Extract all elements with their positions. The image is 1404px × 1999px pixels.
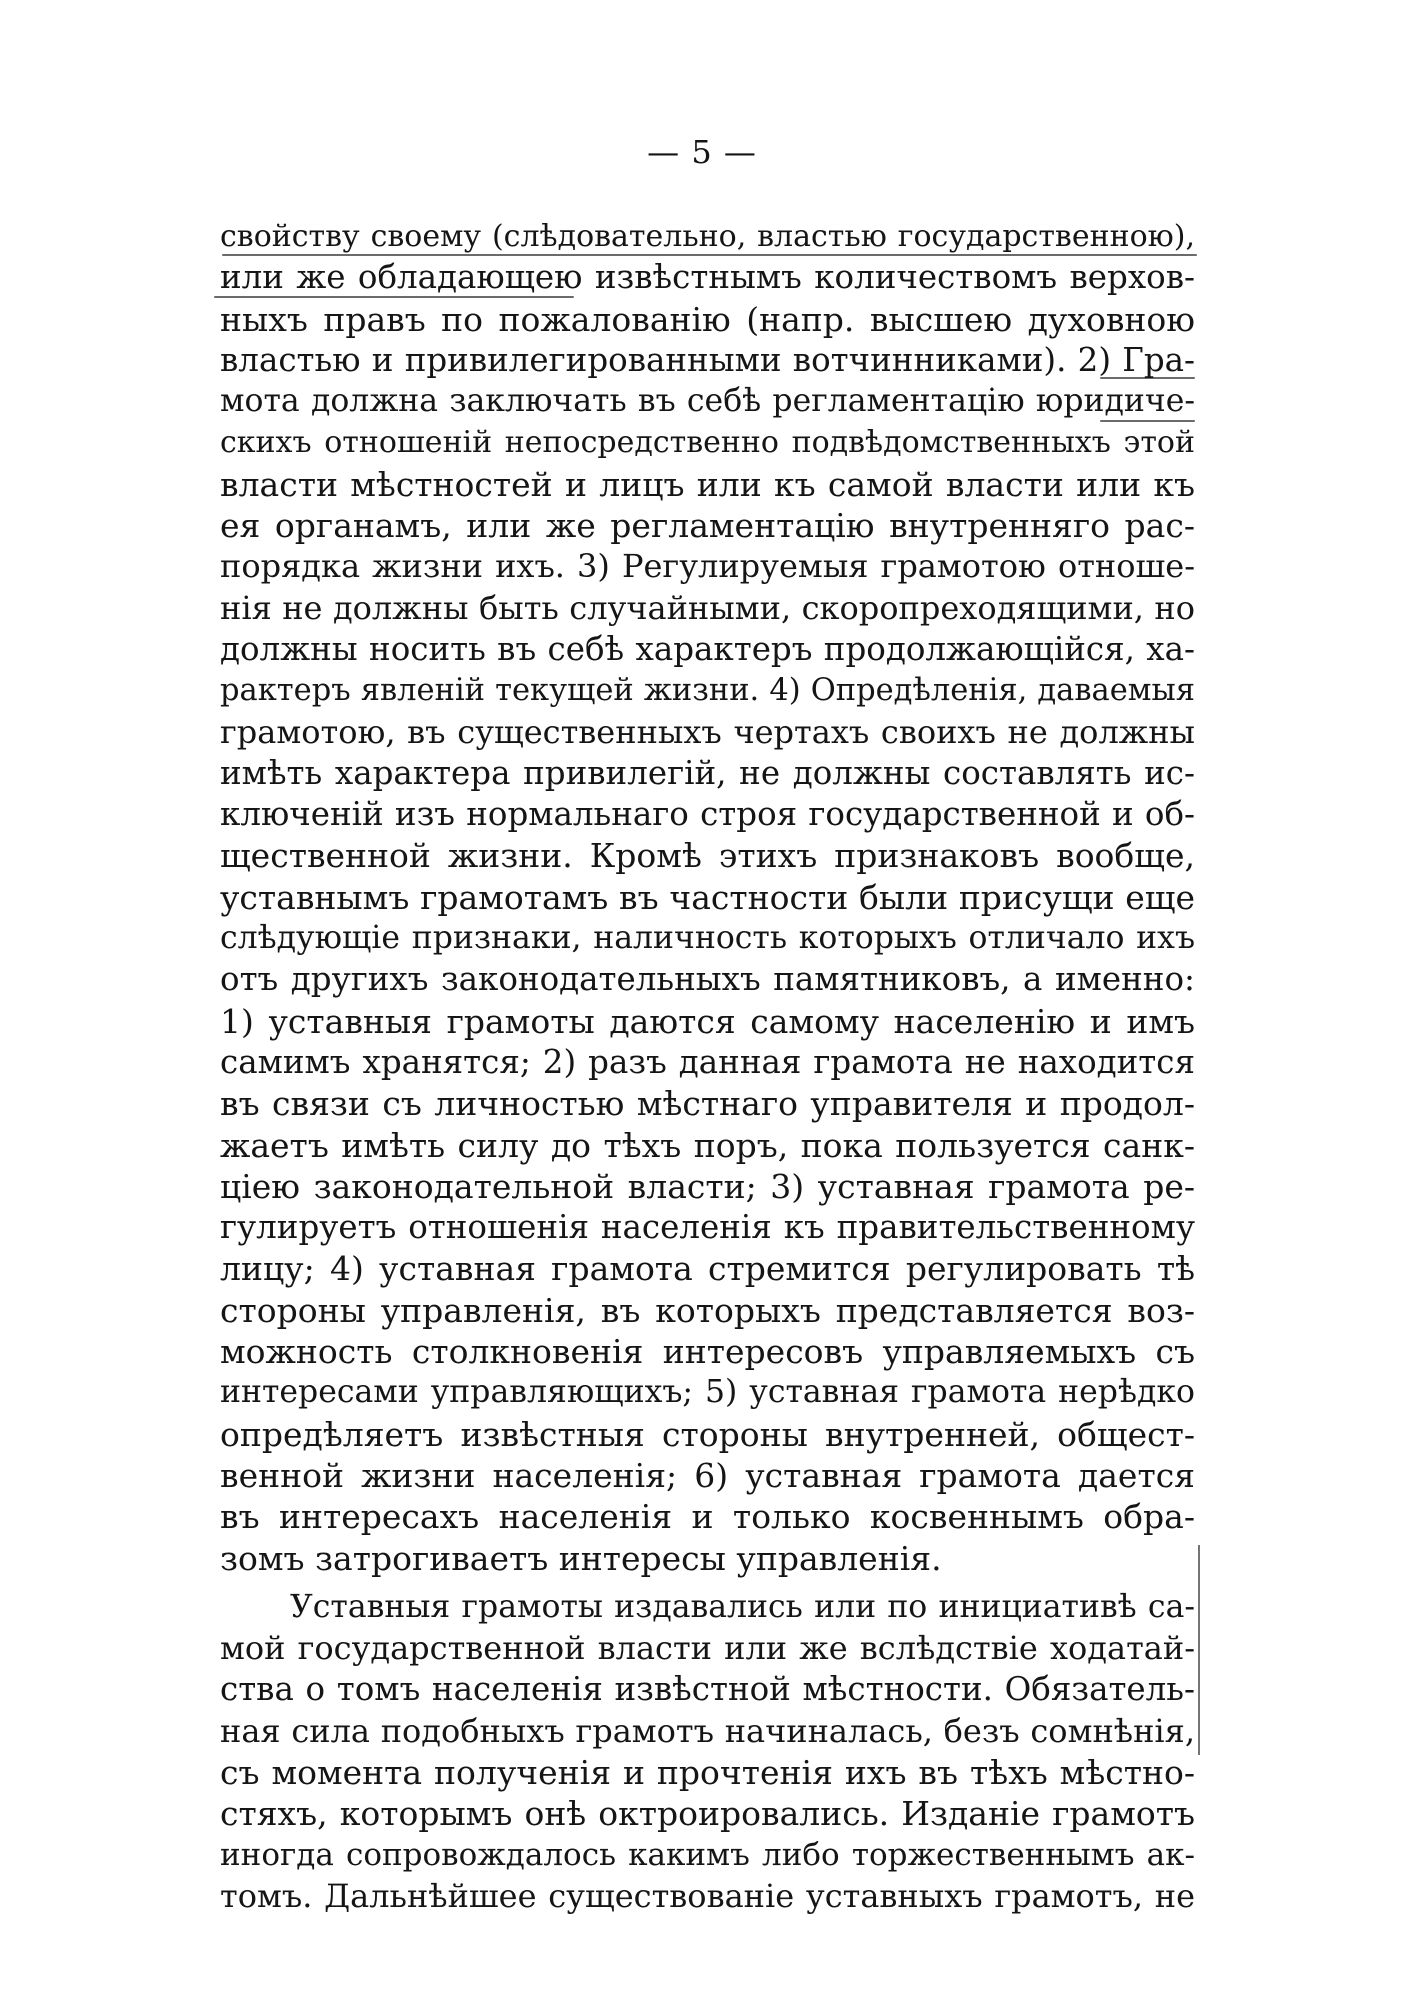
text-line: рактеръ явленій текущей жизни. 4) Опредѣленія, даваемыя — [220, 673, 1195, 709]
page-number: — 5 — — [647, 133, 757, 171]
text-line: иногда сопровождалось какимъ либо торжественнымъ ак- — [220, 1836, 1195, 1873]
text-line: ныхъ правъ по пожалованію (напр. высшею духовною — [220, 299, 1195, 339]
text-line: въ интересахъ населенія и только косвеннымъ обра- — [220, 1497, 1195, 1537]
text-line: можность столкновенія интересовъ управляемыхъ съ — [220, 1332, 1195, 1372]
paragraph-2 — [220, 1587, 1195, 1917]
text-line: уставнымъ грамотамъ въ частности были присущи еще — [220, 877, 1195, 917]
text-line: скихъ отношеній непосредственно подвѣдомственныхъ этой — [220, 425, 1195, 461]
text-line: свойству своему (слѣдовательно, властью государственною), — [220, 219, 1195, 254]
text-line: должны носить въ себѣ характеръ продолжающійся, ха- — [220, 629, 1195, 668]
text-line: стяхъ, которымъ онѣ октроировались. Изданіе грамотъ — [220, 1794, 1195, 1834]
paragraph-1 — [220, 216, 1195, 1579]
text-line: опредѣляетъ извѣстныя стороны внутренней, общест- — [220, 1414, 1195, 1454]
text-line: зомъ затрогиваетъ интересы управленія. — [220, 1538, 942, 1578]
pencil-margin-mark — [1198, 1545, 1200, 1755]
text-line: въ связи съ личностью мѣстнаго управителя и продол- — [220, 1084, 1195, 1124]
text-line: лицу; 4) уставная грамота стремится регулировать тѣ — [220, 1249, 1195, 1289]
text-line: властью и привилегированными вотчинниками). 2) Гра- — [220, 340, 1195, 379]
text-line: мота должна заключать въ себѣ регламентацію юридиче- — [220, 383, 1195, 420]
text-line: власти мѣстностей и лицъ или къ самой власти или къ — [220, 464, 1195, 504]
text-line: гулируетъ отношенія населенія къ правительственному — [220, 1208, 1195, 1247]
text-line: томъ. Дальнѣйшее существованіе уставныхъ грамотъ, не — [220, 1876, 1195, 1915]
text-line: имѣть характера привилегій, не должны составлять ис- — [220, 753, 1195, 792]
text-line: порядка жизни ихъ. 3) Регулируемыя грамотою отноше- — [220, 547, 1195, 586]
text-line: слѣдующіе признаки, наличность которыхъ отличало ихъ — [220, 920, 1195, 957]
text-line: ства о томъ населенія извѣстной мѣстности. Обязатель- — [220, 1670, 1195, 1709]
body-text — [220, 216, 1195, 1917]
text-line: ея органамъ, или же регламентацію внутренняго рас- — [220, 506, 1195, 546]
text-line: Уставныя грамоты издавались или по инициативѣ са- — [290, 1588, 1195, 1625]
text-line: самимъ хранятся; 2) разъ данная грамота не находится — [220, 1042, 1195, 1081]
text-line: мой государственной власти или же вслѣдствіе ходатай- — [220, 1629, 1195, 1668]
text-line: нія не должны быть случайными, скоропреходящими, но — [220, 588, 1195, 627]
paragraph-gap — [220, 1579, 1195, 1587]
text-line: или же обладающею извѣстнымъ количествомъ верхов- — [220, 258, 1195, 297]
text-line: щественной жизни. Кромѣ этихъ признаковъ вообще, — [220, 836, 1195, 876]
text-line: ціею законодательной власти; 3) уставная грамота ре- — [220, 1166, 1195, 1206]
text-line: ная сила подобныхъ грамотъ начиналась, безъ сомнѣнія, — [220, 1711, 1195, 1750]
text-line: жаетъ имѣть силу до тѣхъ поръ, пока пользуется санк- — [220, 1125, 1195, 1165]
text-line: съ момента полученія и прочтенія ихъ въ тѣхъ мѣстно- — [220, 1752, 1195, 1792]
text-line: 1) уставныя грамоты даются самому населенію и имъ — [220, 1001, 1195, 1041]
text-line: венной жизни населенія; 6) уставная грамота дается — [220, 1455, 1195, 1495]
text-line: стороны управленія, въ которыхъ представляется воз- — [220, 1290, 1195, 1330]
text-line: интересами управляющихъ; 5) уставная грамота нерѣдко — [220, 1374, 1195, 1411]
text-line: отъ другихъ законодательныхъ памятниковъ, а именно: — [220, 960, 1195, 999]
text-line: грамотою, въ существенныхъ чертахъ своихъ не должны — [220, 712, 1195, 751]
text-line: ключеній изъ нормальнаго строя государственной и об- — [220, 795, 1195, 834]
